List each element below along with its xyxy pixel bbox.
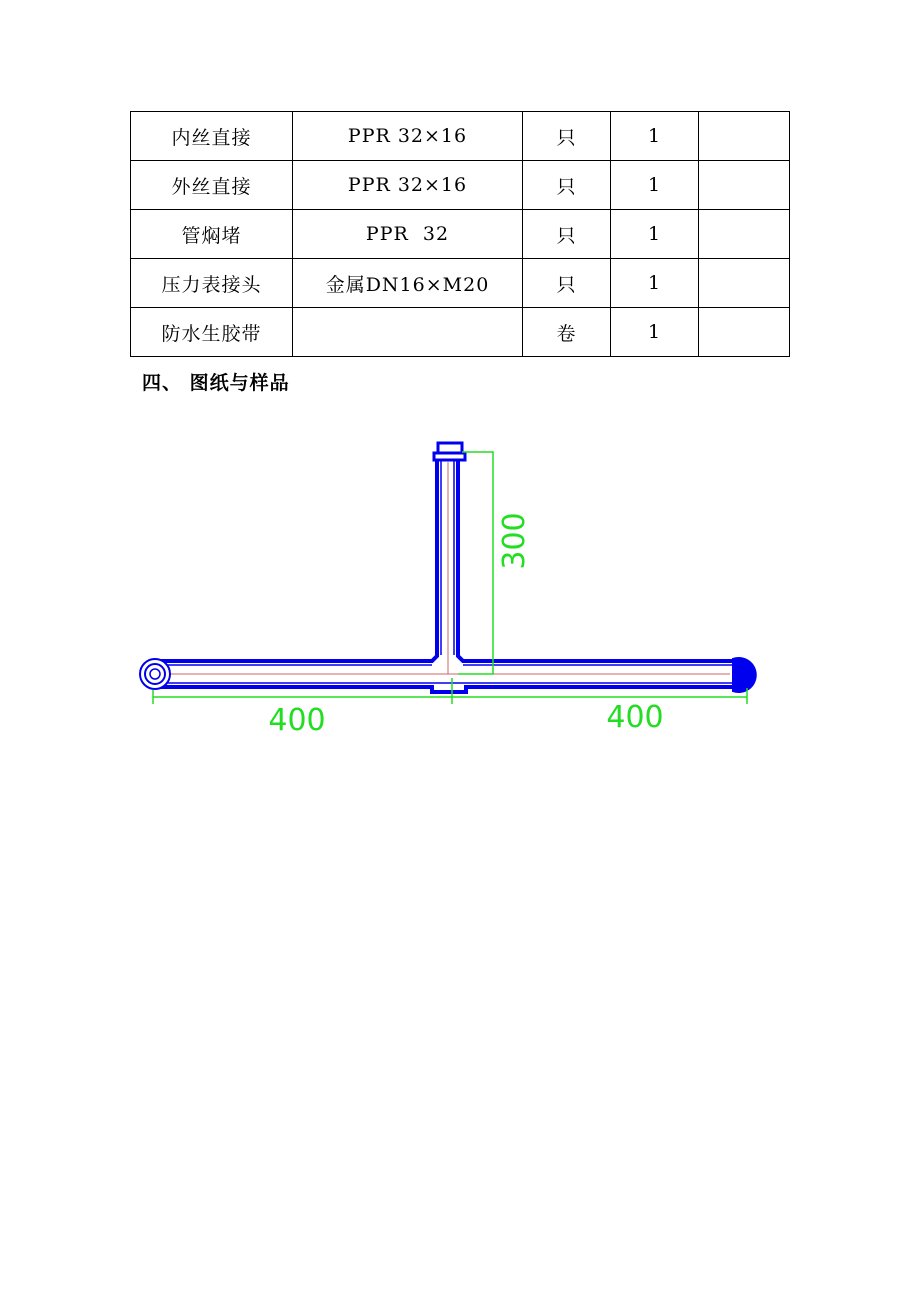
item-name: 外丝直接 [131,161,293,210]
item-name: 管焖堵 [131,210,293,259]
item-name: 防水生胶带 [131,308,293,357]
top-cap-flange [434,453,465,460]
centerline [160,462,730,674]
item-name: 内丝直接 [131,112,293,161]
dimension-line-vertical [458,452,493,674]
right-end-plug [733,658,756,692]
item-quantity: 1 [611,112,699,161]
item-quantity: 1 [611,308,699,357]
pipe-inner-walls [160,460,732,683]
item-unit: 只 [523,112,611,161]
item-quantity: 1 [611,259,699,308]
item-unit: 卷 [523,308,611,357]
section-heading: 四、 图纸与样品 [142,372,290,394]
pipe-outline [155,457,735,692]
item-spec: PPR 32 [293,210,523,259]
item-spec: 金属DN16×M20 [293,259,523,308]
item-spec: PPR 32×16 [293,161,523,210]
dimension-label-right: 400 [606,700,664,735]
item-spec: PPR 32×16 [293,112,523,161]
item-unit: 只 [523,161,611,210]
item-quantity: 1 [611,210,699,259]
dimension-label-vertical: 300 [497,512,532,570]
dimension-label-left: 400 [268,703,326,738]
item-unit: 只 [523,259,611,308]
item-name: 压力表接头 [131,259,293,308]
item-quantity: 1 [611,161,699,210]
item-unit: 只 [523,210,611,259]
